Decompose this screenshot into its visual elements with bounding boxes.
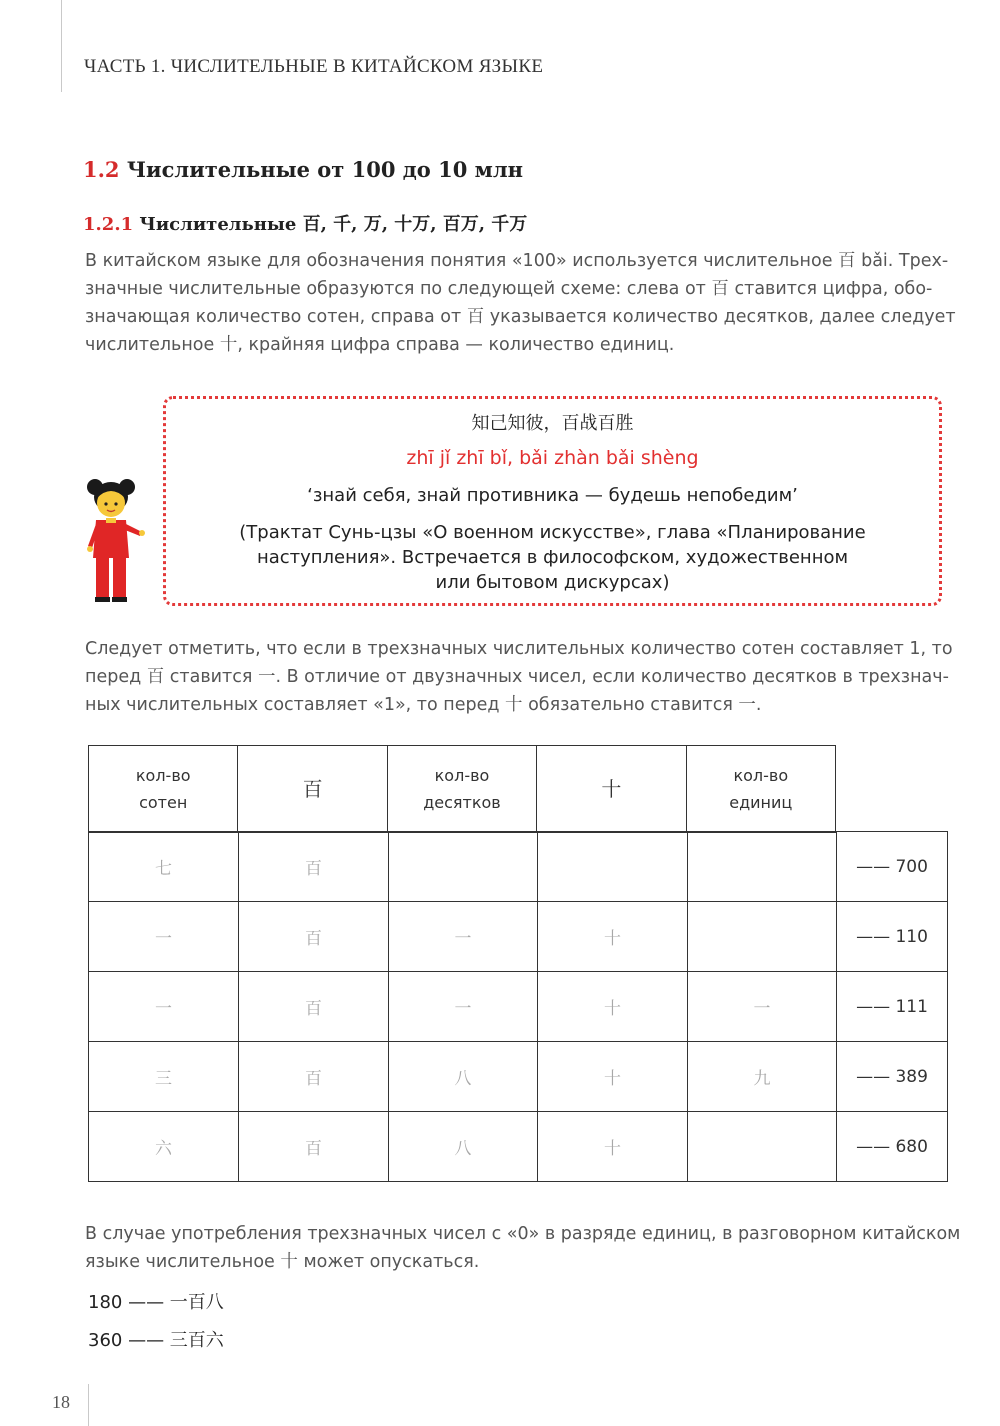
- quote-hanzi: 知己知彼，百战百胜: [471, 413, 634, 434]
- table-cell: 百: [239, 832, 389, 902]
- table-cell: 百: [239, 1042, 389, 1112]
- table-cell: 百: [239, 972, 389, 1042]
- example-line: 180 —— 一百八: [88, 1292, 224, 1313]
- header-cell: кол-во сотен: [89, 746, 238, 833]
- table-cell: 三: [89, 1042, 239, 1112]
- header-cell: 十: [537, 746, 686, 833]
- table-cell: [688, 902, 837, 972]
- table-cell: 一: [688, 972, 837, 1042]
- table-cell: 十: [538, 972, 688, 1042]
- table-cell: 一: [389, 972, 538, 1042]
- subsection-number: 1.2.1: [83, 214, 134, 235]
- table-cell: 八: [389, 1112, 538, 1182]
- table-cell: 七: [89, 832, 239, 902]
- note-paragraph: [85, 635, 953, 719]
- table-cell: 一: [389, 902, 538, 972]
- subsection-title: Числительные 百, 千, 万, 十万, 百万, 千万: [139, 214, 528, 235]
- section-heading: [83, 157, 523, 182]
- table-cell: 十: [538, 1112, 688, 1182]
- result-cell: —— 110: [837, 902, 948, 972]
- table-cell: 六: [89, 1112, 239, 1182]
- numbers-table: [88, 831, 948, 1182]
- quote-pinyin: zhī jǐ zhī bǐ, bǎi zhàn bǎi shèng: [406, 447, 699, 469]
- text-line: или бытовом дискурсах): [435, 572, 670, 593]
- closing-paragraph: [85, 1220, 961, 1276]
- table-cell: 九: [688, 1042, 837, 1112]
- text-line: числительное 十, крайняя цифра справа — количество единиц.: [85, 335, 675, 355]
- table-cell: [538, 832, 688, 902]
- table-cell: 十: [538, 902, 688, 972]
- intro-paragraph: [85, 247, 956, 359]
- text-line: наступления». Встречается в философском, художественном: [256, 547, 849, 568]
- table-cell: [389, 832, 538, 902]
- text-line: Следует отметить, что если в трехзначных числительных количество сотен составляет 1, то: [85, 639, 953, 659]
- bottom-divider: [88, 1384, 89, 1426]
- header-cell: кол-во единиц: [686, 746, 835, 833]
- table-cell: [688, 1112, 837, 1182]
- example-line: 360 —— 三百六: [88, 1330, 224, 1351]
- text-line: значающая количество сотен, справа от 百 указывается количество десятков, далее следует: [85, 307, 956, 327]
- table-row: [89, 832, 948, 902]
- text-line: В случае употребления трехзначных чисел с «0» в разряде единиц, в разговорном китайском: [85, 1224, 961, 1244]
- quote-box: [163, 396, 942, 606]
- girl-illustration: [82, 470, 146, 610]
- text-line: (Трактат Сунь-цзы «О военном искусстве», глава «Планирование: [239, 522, 866, 543]
- table-cell: 百: [239, 1112, 389, 1182]
- header-cell: 百: [238, 746, 387, 833]
- table-cell: 一: [89, 902, 239, 972]
- section-title: Числительные от 100 до 10 млн: [126, 157, 524, 182]
- text-line: перед 百 ставится 一. В отличие от двузначных чисел, если количество десятков в трехзнач-: [85, 667, 949, 687]
- table-row: [89, 972, 948, 1042]
- table-row: [89, 1112, 948, 1182]
- quote-source: [166, 520, 939, 595]
- header-cell: кол-во десятков: [387, 746, 536, 833]
- table-row: [89, 1042, 948, 1112]
- text-line: ных числительных составляет «1», то перед 十 обязательно ставится 一.: [85, 695, 762, 715]
- table-cell: 十: [538, 1042, 688, 1112]
- table-cell: 一: [89, 972, 239, 1042]
- table-cell: 百: [239, 902, 389, 972]
- text-line: значные числительные образуются по следующей схеме: слева от 百 ставится цифра, обо-: [85, 279, 933, 299]
- page-number: 18: [52, 1392, 70, 1412]
- result-cell: —— 700: [837, 832, 948, 902]
- subsection-heading: [83, 210, 527, 236]
- result-cell: —— 680: [837, 1112, 948, 1182]
- table-cell: 八: [389, 1042, 538, 1112]
- result-cell: —— 111: [837, 972, 948, 1042]
- running-title: ЧАСТЬ 1. ЧИСЛИТЕЛЬНЫЕ В КИТАЙСКОМ ЯЗЫКЕ: [84, 56, 544, 77]
- result-cell: —— 389: [837, 1042, 948, 1112]
- section-number: 1.2: [83, 157, 120, 182]
- table-row: [89, 902, 948, 972]
- top-divider: [61, 0, 62, 92]
- table-cell: [688, 832, 837, 902]
- quote-translation: ‘знай себя, знай противника — будешь непобедим’: [307, 485, 798, 506]
- text-line: В китайском языке для обозначения понятия «100» используется числительное 百 bǎi. Трех-: [85, 251, 949, 271]
- table-header: [88, 745, 836, 833]
- text-line: языке числительное 十 может опускаться.: [85, 1252, 480, 1272]
